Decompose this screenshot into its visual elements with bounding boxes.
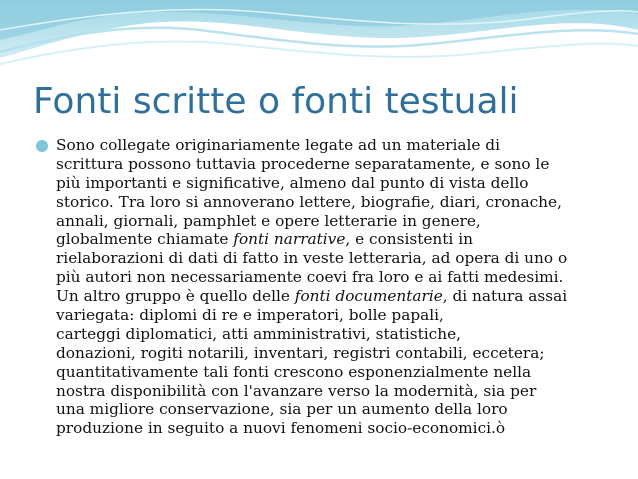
text-segment: carteggi diplomatici, atti amministrativi, statistiche, <box>56 324 462 343</box>
bullet-text-line <box>56 193 616 212</box>
bullet-text <box>56 136 616 438</box>
bullet-text-line <box>56 249 616 268</box>
text-segment: una migliore conservazione, sia per un aumento della loro <box>56 400 508 419</box>
bullet-text-line <box>56 344 616 363</box>
text-segment: rielaborazioni di dati di fatto in veste letteraria, ad opera di uno o <box>56 249 568 268</box>
text-segment: quantitativamente tali fonti crescono esponenzialmente nella <box>56 362 532 381</box>
text-segment: Un altro gruppo è quello delle <box>56 287 295 306</box>
bullet-text-line <box>56 268 616 287</box>
text-segment: donazioni, rogiti notarili, inventari, registri contabili, eccetera; <box>56 343 545 362</box>
bullet-text-line <box>56 212 616 231</box>
text-segment: produzione in seguito a nuovi fenomeni socio-economici.ò <box>56 419 506 438</box>
bullet-text-line <box>56 287 616 306</box>
italic-term: fonti narrative <box>233 230 346 249</box>
bullet-text-line <box>56 230 616 249</box>
bullet-text-line <box>56 306 616 325</box>
text-segment: Sono collegate originariamente legate ad un materiale di <box>56 136 500 154</box>
bullet-text-line <box>56 400 616 419</box>
bullet-text-line <box>56 155 616 174</box>
text-segment: scrittura possono tuttavia procederne separatamente, e sono le <box>56 154 550 173</box>
bullet-dot-icon <box>36 140 48 152</box>
text-segment: più importanti e significative, almeno dal punto di vista dello <box>56 173 529 192</box>
bullet-text-line <box>56 363 616 382</box>
text-segment: storico. Tra loro si annoverano lettere, biografie, diari, cronache, <box>56 192 562 211</box>
text-segment: annali, giornali, pamphlet e opere letterarie in genere, <box>56 211 481 230</box>
text-segment: variegata: diplomi di re e imperatori, bolle papali, <box>56 306 444 325</box>
slide-title: Fonti scritte o fonti testuali <box>33 81 519 122</box>
bullet-text-line <box>56 174 616 193</box>
bullet-text-line <box>56 325 616 344</box>
bullet-text-line <box>56 136 616 155</box>
italic-term: fonti documentarie <box>294 287 443 306</box>
bullet-text-line <box>56 419 616 438</box>
text-segment: globalmente chiamate <box>56 230 234 249</box>
text-segment: , di natura assai <box>442 287 568 306</box>
text-segment: più autori non necessariamente coevi fra loro e ai fatti medesimi. <box>56 268 564 287</box>
decorative-wave-band <box>0 0 638 80</box>
bullet-text-line <box>56 382 616 401</box>
text-segment: nostra disponibilità con l'avanzare verso la modernità, sia per <box>56 381 537 400</box>
text-segment: , e consistenti in <box>345 230 473 249</box>
